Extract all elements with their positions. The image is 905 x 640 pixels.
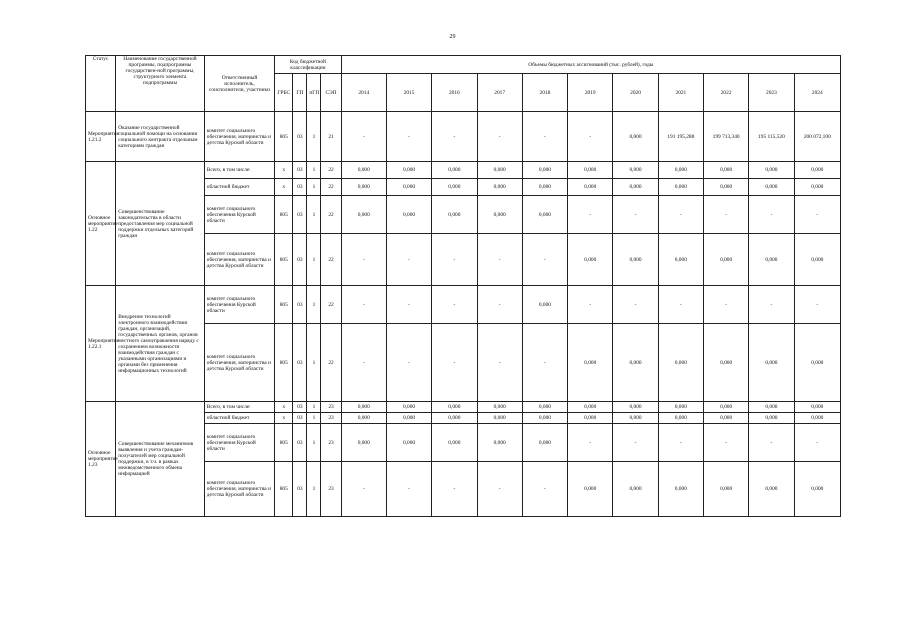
row-grbs: 805	[275, 462, 293, 517]
row-value-2015: 0,000	[386, 179, 431, 196]
row-value-2017: 0,000	[477, 424, 522, 462]
row-value-2017: -	[477, 234, 522, 286]
row-value-2022: -	[703, 286, 748, 324]
row-value-2023: 195 115,520	[749, 112, 794, 162]
row-value-2020: 0,000	[613, 234, 658, 286]
row-grbs: х	[275, 413, 293, 424]
row-value-2014: 0,000	[341, 424, 386, 462]
header-year-2022: 2022	[703, 74, 748, 112]
row-value-2024: 0,000	[794, 413, 840, 424]
row-sep: 23	[321, 402, 341, 413]
row-name: Внедрение технологий электронного взаимодействия граждан, организаций, государственных органов, органов местного самоуправления наряду с сохранением возможности взаимодействия граждан с указанными организациями и органами без применения информационных технологий	[116, 286, 205, 402]
table-row	[86, 162, 841, 179]
row-gp: 03	[293, 462, 307, 517]
header-year-2023: 2023	[749, 74, 794, 112]
row-pgp: 1	[307, 424, 321, 462]
row-value-2015: -	[386, 324, 431, 402]
row-value-2016: 0,000	[432, 179, 477, 196]
row-executor: областной бюджет	[204, 179, 274, 196]
header-name: Наименование государственной программы, подпрограммы государствен-ной программы, структурного элемента подпрограммы	[116, 56, 205, 112]
header-year-2016: 2016	[432, 74, 477, 112]
header-code-0: ГРБС	[275, 74, 293, 112]
row-value-2018: 0,000	[522, 162, 567, 179]
header-year-2021: 2021	[658, 74, 703, 112]
row-value-2020: 0,000	[613, 162, 658, 179]
row-grbs: х	[275, 179, 293, 196]
row-grbs: 805	[275, 234, 293, 286]
row-value-2016: -	[432, 462, 477, 517]
budget-table	[85, 55, 841, 517]
row-value-2021: 0,000	[658, 234, 703, 286]
row-gp: 03	[293, 196, 307, 234]
row-value-2022: 0,000	[703, 179, 748, 196]
row-value-2018: 0,000	[522, 196, 567, 234]
row-value-2022: 0,000	[703, 234, 748, 286]
row-grbs: 805	[275, 112, 293, 162]
row-pgp: 1	[307, 402, 321, 413]
row-pgp: 1	[307, 324, 321, 402]
row-value-2017: 0,000	[477, 413, 522, 424]
row-sep: 22	[321, 324, 341, 402]
row-value-2019: -	[568, 286, 613, 324]
row-value-2016: 0,000	[432, 162, 477, 179]
row-value-2020: 0,000	[613, 112, 658, 162]
row-gp: 03	[293, 179, 307, 196]
row-value-2023: 0,000	[749, 162, 794, 179]
row-pgp: 1	[307, 286, 321, 324]
row-value-2021: 0,000	[658, 402, 703, 413]
row-value-2024: 0,000	[794, 234, 840, 286]
header-code-group: Код бюджетной классификации	[275, 56, 341, 74]
header-year-2019: 2019	[568, 74, 613, 112]
row-grbs: 805	[275, 196, 293, 234]
row-grbs: х	[275, 402, 293, 413]
row-value-2021: 0,000	[658, 324, 703, 402]
row-value-2021: 191 195,288	[658, 112, 703, 162]
row-pgp: 1	[307, 196, 321, 234]
row-value-2016: 0,000	[432, 413, 477, 424]
row-pgp: 1	[307, 162, 321, 179]
row-value-2024: 200 072,100	[794, 112, 840, 162]
row-value-2014: -	[341, 324, 386, 402]
header-code-3: СЭП	[321, 74, 341, 112]
row-value-2019: 0,000	[568, 462, 613, 517]
row-value-2022: 0,000	[703, 462, 748, 517]
row-value-2018: 0,000	[522, 402, 567, 413]
row-value-2016: 0,000	[432, 424, 477, 462]
row-value-2024: 0,000	[794, 179, 840, 196]
row-value-2023: 0,000	[749, 462, 794, 517]
row-value-2019: -	[568, 196, 613, 234]
row-value-2018: 0,000	[522, 179, 567, 196]
row-value-2023: 0,000	[749, 324, 794, 402]
row-value-2022: 199 713,340	[703, 112, 748, 162]
row-value-2019: 0,000	[568, 162, 613, 179]
row-value-2017: 0,000	[477, 179, 522, 196]
row-value-2018: 0,000	[522, 413, 567, 424]
header-year-2020: 2020	[613, 74, 658, 112]
row-value-2019: 0,000	[568, 324, 613, 402]
row-value-2016: 0,000	[432, 196, 477, 234]
row-name: Совершенствование механизмов выявления и учета граждан-получателей мер социальной поддержки, в т.ч. в рамках межведомственного обмена информацией	[116, 402, 205, 517]
row-sep: 22	[321, 286, 341, 324]
row-value-2023: -	[749, 196, 794, 234]
header-year-2015: 2015	[386, 74, 431, 112]
header-year-2014: 2014	[341, 74, 386, 112]
row-gp: 03	[293, 424, 307, 462]
row-value-2014: 0,000	[341, 196, 386, 234]
row-value-2024: -	[794, 196, 840, 234]
row-value-2022: -	[703, 424, 748, 462]
row-value-2014: -	[341, 462, 386, 517]
row-grbs: 805	[275, 424, 293, 462]
row-value-2015: -	[386, 286, 431, 324]
row-value-2024: -	[794, 424, 840, 462]
row-pgp: 1	[307, 413, 321, 424]
row-value-2019: 0,000	[568, 234, 613, 286]
row-value-2020: 0,000	[613, 413, 658, 424]
row-status: Мероприятие 1.21.2	[86, 112, 116, 162]
row-value-2018: -	[522, 462, 567, 517]
row-value-2020: 0,000	[613, 402, 658, 413]
row-value-2017: 0,000	[477, 162, 522, 179]
row-executor: комитет социального обеспечения, материнства и детства Курской области	[204, 462, 274, 517]
row-value-2014: 0,000	[341, 402, 386, 413]
row-value-2019: 0,000	[568, 413, 613, 424]
row-value-2017: -	[477, 462, 522, 517]
row-value-2020: 0,000	[613, 324, 658, 402]
row-gp: 03	[293, 402, 307, 413]
table-row	[86, 402, 841, 413]
row-gp: 03	[293, 324, 307, 402]
row-executor: комитет социального обеспечения Курской области	[204, 286, 274, 324]
row-executor: комитет социального обеспечения, материнства и детства Курской области	[204, 234, 274, 286]
row-value-2019: -	[568, 112, 613, 162]
row-value-2015: -	[386, 234, 431, 286]
header-year-2017: 2017	[477, 74, 522, 112]
header-code-2: пГП	[307, 74, 321, 112]
header-status: Статус	[86, 56, 116, 112]
row-value-2017: 0,000	[477, 402, 522, 413]
row-executor: комитет социального обеспечения, материнства и детства Курской области	[204, 324, 274, 402]
row-value-2023: 0,000	[749, 402, 794, 413]
row-gp: 03	[293, 234, 307, 286]
row-value-2020: -	[613, 424, 658, 462]
page-number: 29	[449, 34, 456, 40]
row-value-2016: -	[432, 324, 477, 402]
row-value-2015: -	[386, 112, 431, 162]
row-grbs: 805	[275, 324, 293, 402]
row-value-2014: 0,000	[341, 413, 386, 424]
row-executor: комитет социального обеспечения, материнства и детства Курской области	[204, 112, 274, 162]
row-value-2024: 0,000	[794, 324, 840, 402]
row-value-2019: -	[568, 424, 613, 462]
row-executor: комитет социального обеспечения Курской области	[204, 424, 274, 462]
row-value-2024: 0,000	[794, 402, 840, 413]
row-value-2024: 0,000	[794, 462, 840, 517]
row-executor: областной бюджет	[204, 413, 274, 424]
row-pgp: 1	[307, 112, 321, 162]
row-value-2023: 0,000	[749, 179, 794, 196]
row-value-2014: -	[341, 234, 386, 286]
header-volume-group: Объемы бюджетных ассигнований (тыс. рублей), годы	[341, 56, 840, 74]
row-value-2019: 0,000	[568, 179, 613, 196]
header-year-2018: 2018	[522, 74, 567, 112]
row-value-2018: 0,000	[522, 424, 567, 462]
row-gp: 03	[293, 413, 307, 424]
row-value-2015: -	[386, 462, 431, 517]
row-value-2022: 0,000	[703, 324, 748, 402]
row-value-2021: -	[658, 424, 703, 462]
row-value-2022: 0,000	[703, 413, 748, 424]
table-row	[86, 286, 841, 324]
header-row-top	[86, 56, 841, 74]
row-value-2023: 0,000	[749, 234, 794, 286]
header-year-2024: 2024	[794, 74, 840, 112]
row-value-2015: 0,000	[386, 424, 431, 462]
row-sep: 22	[321, 196, 341, 234]
row-value-2018: 0,000	[522, 286, 567, 324]
row-value-2016: 0,000	[432, 402, 477, 413]
row-status: Основное мероприятие 1.23	[86, 402, 116, 517]
row-name: Совершенствование законодательства в области предоставления мер социальной поддержки отдельных категорий граждан	[116, 162, 205, 286]
row-value-2020: 0,000	[613, 462, 658, 517]
row-value-2014: -	[341, 286, 386, 324]
row-value-2015: 0,000	[386, 402, 431, 413]
row-value-2023: -	[749, 424, 794, 462]
row-executor: Всего, в том числе:	[204, 162, 274, 179]
row-grbs: х	[275, 162, 293, 179]
header-executor: Ответственный исполнитель, соисполнители, участники	[204, 56, 274, 112]
row-value-2017: -	[477, 324, 522, 402]
row-value-2016: -	[432, 112, 477, 162]
row-value-2015: 0,000	[386, 196, 431, 234]
row-value-2014: 0,000	[341, 179, 386, 196]
row-sep: 23	[321, 462, 341, 517]
row-value-2022: 0,000	[703, 162, 748, 179]
row-value-2021: 0,000	[658, 179, 703, 196]
row-value-2017: -	[477, 112, 522, 162]
row-value-2016: -	[432, 234, 477, 286]
row-value-2017: -	[477, 286, 522, 324]
row-value-2014: 0,000	[341, 162, 386, 179]
row-executor: комитет социального обеспечения Курской области	[204, 196, 274, 234]
row-value-2020: -	[613, 286, 658, 324]
row-value-2020: -	[613, 196, 658, 234]
table-row	[86, 112, 841, 162]
row-sep: 22	[321, 234, 341, 286]
row-value-2021: 0,000	[658, 462, 703, 517]
row-pgp: 1	[307, 234, 321, 286]
row-value-2023: 0,000	[749, 413, 794, 424]
row-gp: 03	[293, 162, 307, 179]
row-pgp: 1	[307, 179, 321, 196]
row-sep: 22	[321, 162, 341, 179]
row-value-2014: -	[341, 112, 386, 162]
row-value-2024: 0,000	[794, 162, 840, 179]
row-status: Мероприятие 1.22.1	[86, 286, 116, 402]
row-value-2020: 0,000	[613, 179, 658, 196]
row-value-2021: -	[658, 196, 703, 234]
table-body	[86, 112, 841, 517]
row-value-2022: -	[703, 196, 748, 234]
row-gp: 03	[293, 112, 307, 162]
row-value-2015: 0,000	[386, 413, 431, 424]
row-gp: 03	[293, 286, 307, 324]
row-grbs: 805	[275, 286, 293, 324]
row-sep: 23	[321, 413, 341, 424]
row-value-2023: -	[749, 286, 794, 324]
row-value-2016: -	[432, 286, 477, 324]
row-value-2015: 0,000	[386, 162, 431, 179]
row-sep: 22	[321, 179, 341, 196]
row-sep: 23	[321, 424, 341, 462]
header-code-1: ГП	[293, 74, 307, 112]
row-sep: 21	[321, 112, 341, 162]
row-pgp: 1	[307, 462, 321, 517]
row-status: Основное мероприятие 1.22	[86, 162, 116, 286]
row-executor: Всего, в том числе:	[204, 402, 274, 413]
row-value-2022: 0,000	[703, 402, 748, 413]
row-value-2017: 0,000	[477, 196, 522, 234]
row-value-2018: -	[522, 234, 567, 286]
row-value-2024: -	[794, 286, 840, 324]
row-value-2018: -	[522, 324, 567, 402]
row-value-2018: -	[522, 112, 567, 162]
row-value-2021: 0,000	[658, 162, 703, 179]
row-value-2019: 0,000	[568, 402, 613, 413]
row-value-2021: 0,000	[658, 413, 703, 424]
row-name: Оказание государственной социальной помощи на основании социального контракта отдельным категориям граждан	[116, 112, 205, 162]
row-value-2021: -	[658, 286, 703, 324]
